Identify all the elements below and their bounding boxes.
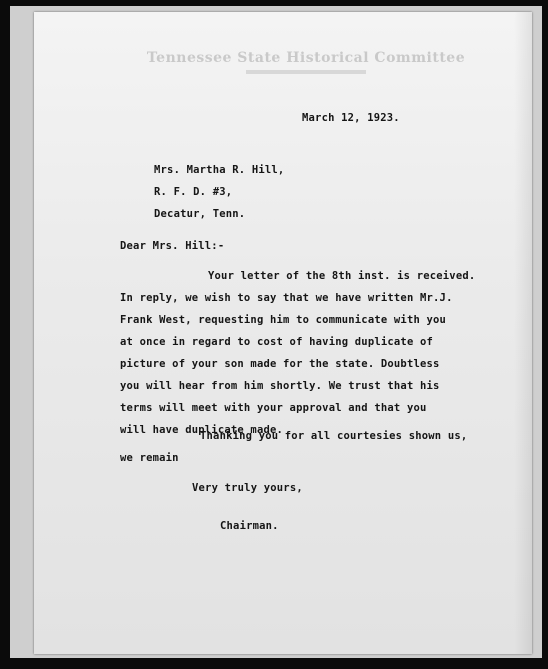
signature-title: Chairman. [220,520,279,532]
recipient-name: Mrs. Martha R. Hill, [154,164,285,176]
body-line: will have duplicate made. [120,424,284,436]
body-line: Your letter of the 8th inst. is received. [208,270,476,282]
letter-page [34,12,532,654]
thanks-line: Thanking you for all courtesies shown us, [200,430,468,442]
body-line: Frank West, requesting him to communicate with you [120,314,447,326]
letter-date: March 12, 1923. [302,112,400,124]
body-line: at once in regard to cost of having duplicate of [120,336,434,348]
recipient-address-line1: R. F. D. #3, [154,186,233,198]
body-line: terms will meet with your approval and that you [120,402,427,414]
letterhead [146,50,466,78]
page-shadow [514,12,532,654]
closing: Very truly yours, [192,482,303,494]
body-line: you will hear from him shortly. We trust that his [120,380,440,392]
remain-line: we remain [120,452,179,464]
recipient-address-line2: Decatur, Tenn. [154,208,246,220]
body-line: picture of your son made for the state. Doubtless [120,358,440,370]
body-line: In reply, we wish to say that we have written Mr.J. [120,292,453,304]
letterhead-rule [246,70,366,74]
salutation: Dear Mrs. Hill:- [120,240,225,252]
letterhead-org: Tennessee State Historical Committee [146,50,466,66]
